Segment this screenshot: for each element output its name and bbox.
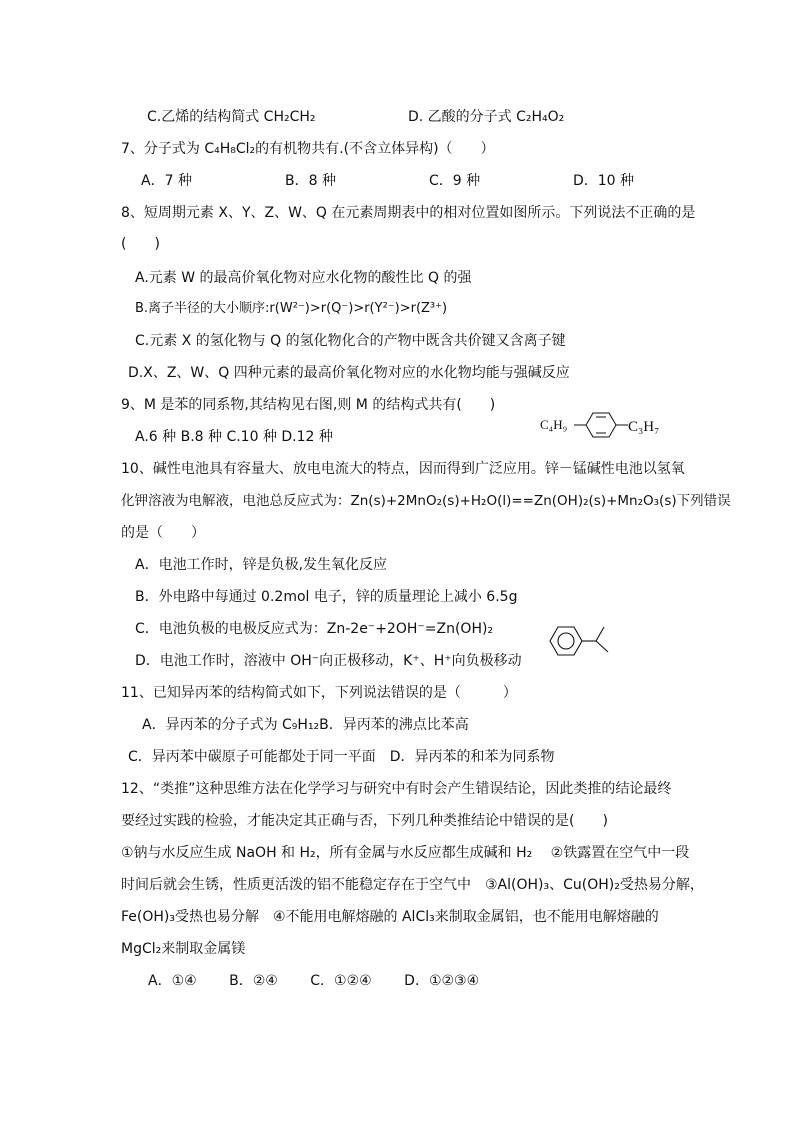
q12-stem-line4: 时间后就会生锈，性质更活泼的铝不能稳定存在于空气中 ③Al(OH)₃、Cu(OH)₂受热易分解，: [121, 877, 704, 893]
q12-stem-line2: 要经过实践的检验，才能决定其正确与否，下列几种类推结论中错误的是( ): [121, 813, 608, 829]
q8-option-c: C.元素 X 的氢化物与 Q 的氢化物化合的产物中既含共价键又含离子键: [135, 333, 566, 349]
q12-stem-line1: 12、“类推”这种思维方法在化学学习与研究中有时会产生错误结论，因此类推的结论最终: [121, 781, 672, 797]
q7-option-d: D．10 种: [573, 173, 635, 189]
q10-stem-line1: 10、碱性电池具有容量大、放电电流大的特点，因而得到广泛应用。锌－锰碱性电池以氢氧: [121, 461, 685, 477]
cumene-structure-diagram: [546, 618, 626, 664]
q6-option-d: D. 乙酸的分子式 C₂H₄O₂: [408, 109, 565, 125]
q8-option-b: B.离子半径的大小顺序:r(W²⁻)>r(Q⁻)>r(Y²⁻)>r(Z³⁺): [135, 301, 448, 316]
q7-option-c: C．9 种: [429, 173, 481, 189]
q10-stem-line3: 的是（ ）: [121, 525, 205, 541]
q9-label-right: C₃H₇: [628, 419, 660, 435]
q10-option-d: D．电池工作时，溶液中 OH⁻向正极移动，K⁺、H⁺向负极移动: [135, 653, 522, 669]
q8-option-d: D.X、Z、W、Q 四种元素的最高价氧化物对应的水化物均能与强碱反应: [128, 365, 570, 381]
q6-option-c: C.乙烯的结构简式 CH₂CH₂: [147, 109, 316, 125]
q10-option-c: C．电池负极的电极反应式为：Zn-2e⁻+2OH⁻=Zn(OH)₂: [135, 621, 494, 637]
q7-option-b: B．8 种: [285, 173, 336, 189]
q8-stem-line1: 8、短周期元素 X、Y、Z、W、Q 在元素周期表中的相对位置如图所示。下列说法不正确的是: [121, 205, 696, 221]
q9-structure-diagram: [538, 403, 668, 443]
q7-option-a: A．7 种: [141, 173, 192, 189]
q8-option-a: A.元素 W 的最高价氧化物对应水化物的酸性比 Q 的强: [135, 270, 472, 286]
q11-options-ab: A．异丙苯的分子式为 C₉H₁₂B．异丙苯的沸点比苯高: [142, 717, 469, 733]
q9-label-left: C₄H₉: [540, 417, 568, 432]
q10-option-a: A．电池工作时，锌是负极,发生氧化反应: [135, 557, 388, 573]
q12-options: A．①④ B．②④ C．①②④ D．①②③④: [148, 973, 480, 989]
q12-stem-line6: MgCl₂来制取金属镁: [121, 941, 246, 957]
q11-stem: 11、已知异丙苯的结构简式如下，下列说法错误的是（ ）: [121, 685, 517, 701]
q12-stem-line3: ①钠与水反应生成 NaOH 和 H₂，所有金属与水反应都生成碱和 H₂ ②铁露置在空气中一段: [121, 845, 690, 861]
q9-stem: 9、M 是苯的同系物,其结构见右图,则 M 的结构式共有( ): [121, 397, 496, 413]
q9-options: A.6 种 B.8 种 C.10 种 D.12 种: [135, 429, 333, 445]
q12-stem-line5: Fe(OH)₃受热也易分解 ④不能用电解熔融的 AlCl₃来制取金属铝，也不能用电解熔融的: [121, 909, 659, 925]
q11-options-cd: C．异丙苯中碳原子可能都处于同一平面 D．异丙苯的和苯为同系物: [128, 749, 555, 765]
q10-option-b: B．外电路中每通过 0.2mol 电子，锌的质量理论上减小 6.5g: [135, 589, 518, 605]
q10-stem-line2: 化钾溶液为电解液，电池总反应式为：Zn(s)+2MnO₂(s)+H₂O(l)==Zn(OH)₂(s)+Mn₂O₃(s)下列错误: [121, 493, 731, 509]
q7-stem: 7、分子式为 C₄H₈Cl₂的有机物共有.(不含立体异构)（ ）: [121, 141, 495, 157]
q8-stem-line2: ( ): [121, 236, 160, 252]
